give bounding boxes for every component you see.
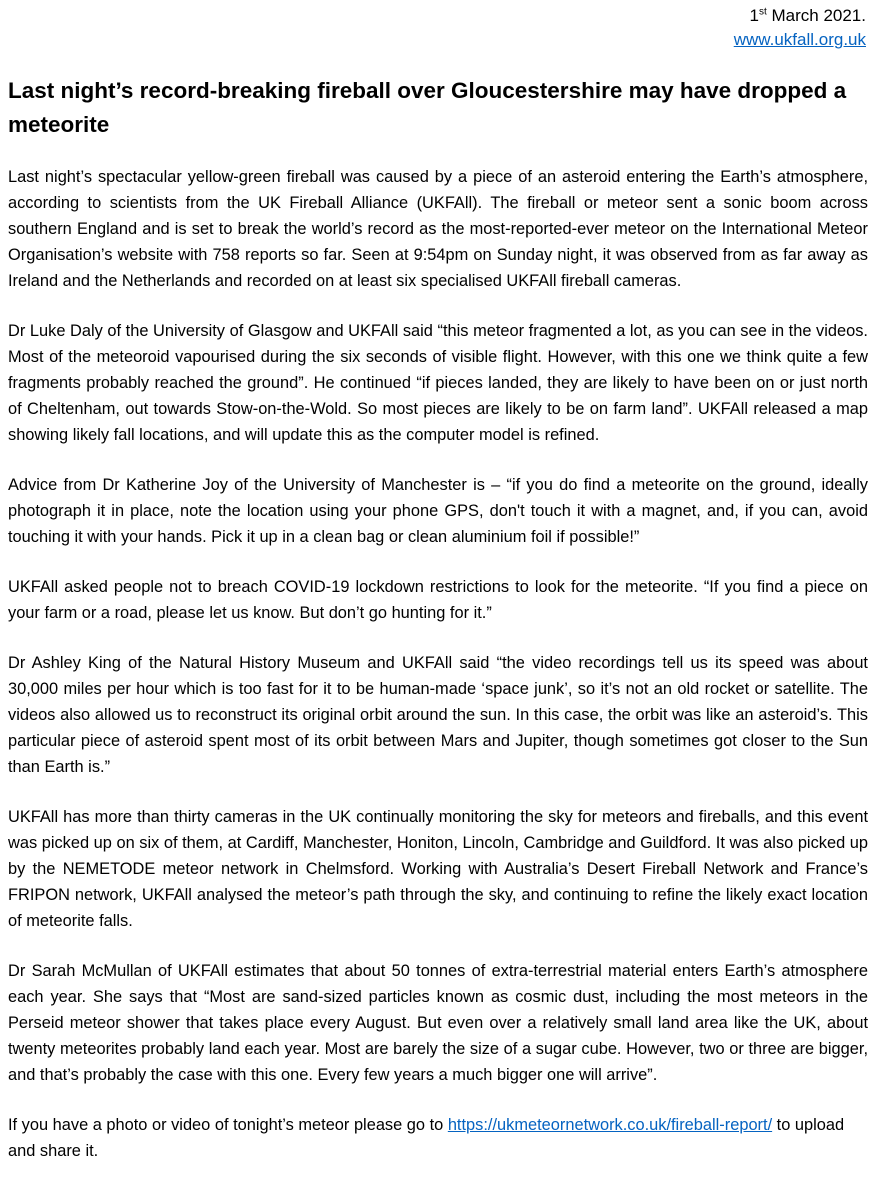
fireball-report-link[interactable]: https://ukmeteornetwork.co.uk/fireball-report/ <box>447 1116 773 1134</box>
date-suffix: st <box>758 6 767 18</box>
paragraph-3: Advice from Dr Katherine Joy of the University of Manchester is – “if you do find a meteorite on the ground, ideally photograph it in place, note the location using your phone GPS, don't touch it with a magnet, and, if you can, avoid touching it with your hands. Pick it up in a clean bag or clean aluminium foil if possible!” <box>8 476 868 546</box>
website-link[interactable]: www.ukfall.org.uk <box>733 30 866 49</box>
press-release-page <box>8 0 870 1200</box>
closing-paragraph <box>8 1112 868 1164</box>
date-month-year: March 2021. <box>766 6 866 25</box>
release-date <box>734 4 866 28</box>
date-day: 1 <box>749 6 759 25</box>
paragraph-1: Last night’s spectacular yellow-green fireball was caused by a piece of an asteroid entering the Earth’s atmosphere, according to scientists from the UK Fireball Alliance (UKFAll). The fireball or meteor sent a sonic boom across southern England and is set to break the world’s record as the most-reported-ever meteor on the International Meteor Organisation’s website with 758 reports so far. Seen at 9:54pm on Sunday night, it was observed from as far away as Ireland and the Netherlands and recorded on at least six specialised UKFAll fireball cameras. <box>8 168 868 290</box>
dateline <box>734 4 866 52</box>
article-body <box>8 164 868 1188</box>
paragraph-2: Dr Luke Daly of the University of Glasgow and UKFAll said “this meteor fragmented a lot, as you can see in the videos. Most of the meteoroid vapourised during the six seconds of visible flight. However, with this one we think quite a few fragments probably reached the ground”. He continued “if pieces landed, they are likely to have been on or just north of Cheltenham, out towards Stow-on-the-Wold. So most pieces are likely to be on farm land”. UKFAll released a map showing likely fall locations, and will update this as the computer model is refined. <box>8 322 868 444</box>
paragraph-6: UKFAll has more than thirty cameras in the UK continually monitoring the sky for meteors and fireballs, and this event was picked up on six of them, at Cardiff, Manchester, Honiton, Lincoln, Cambridge and Guildford. It was also picked up by the NEMETODE meteor network in Chelmsford. Working with Australia’s Desert Fireball Network and France’s FRIPON network, UKFAll analysed the meteor’s path through the sky, and continuing to refine the likely exact location of meteorite falls. <box>8 808 868 930</box>
paragraph-4: UKFAll asked people not to breach COVID-19 lockdown restrictions to look for the meteorite. “If you find a piece on your farm or a road, please let us know. But don’t go hunting for it.” <box>8 578 868 622</box>
article-title: Last night’s record-breaking fireball over Gloucestershire may have dropped a meteorite <box>8 78 847 137</box>
paragraph-5: Dr Ashley King of the Natural History Museum and UKFAll said “the video recordings tell us its speed was about 30,000 miles per hour which is too fast for it to be human-made ‘space junk’, so it’s not an old rocket or satellite. The videos also allowed us to reconstruct its original orbit around the sun. In this case, the orbit was like an asteroid’s. This particular piece of asteroid spent most of its orbit between Mars and Jupiter, though sometimes got closer to the Sun than Earth is.” <box>8 654 868 776</box>
closing-text-end: to upload and share it. <box>8 1116 845 1160</box>
paragraph-7: Dr Sarah McMullan of UKFAll estimates that about 50 tonnes of extra-terrestrial material enters Earth’s atmosphere each year. She says that “Most are sand-sized particles known as cosmic dust, including the most meteors in the Perseid meteor shower that takes place every August. But even over a relatively small land area like the UK, about twenty meteorites probably land each year. Most are barely the size of a sugar cube. However, two or three are bigger, and that’s probably the case with this one. Every few years a much bigger one will arrive”. <box>8 962 868 1084</box>
closing-text-start: If you have a photo or video of tonight’s meteor please go to <box>8 1116 448 1134</box>
